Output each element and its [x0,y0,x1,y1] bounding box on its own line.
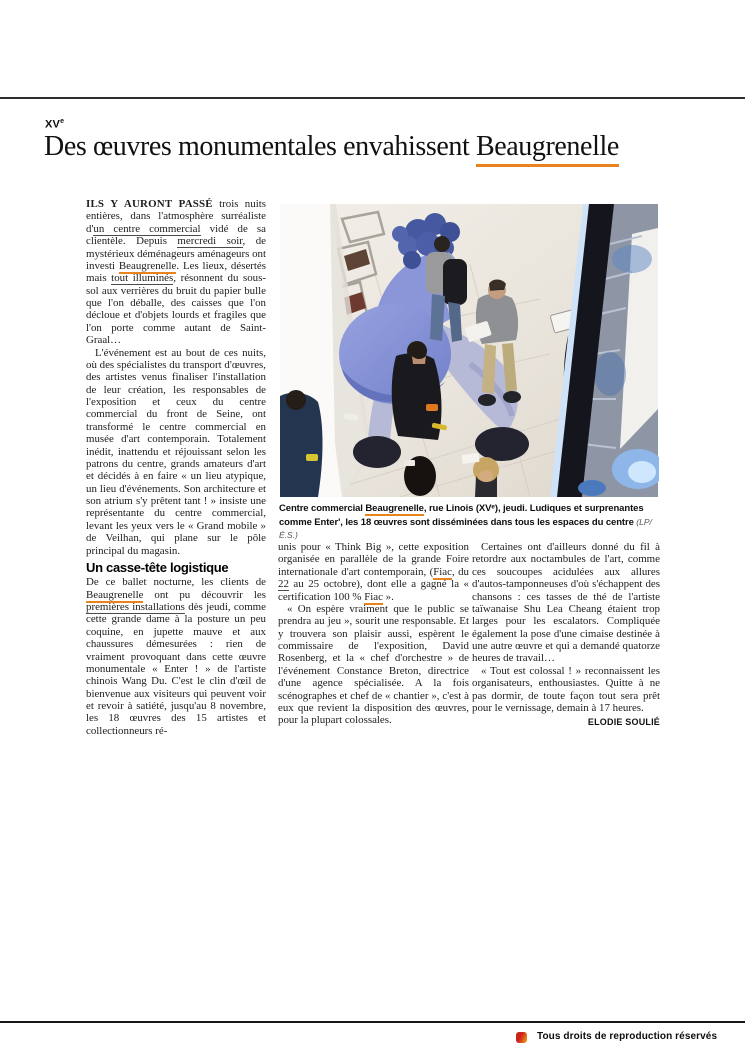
article-paragraph [472,665,660,715]
headline [44,131,734,163]
text-segment: mercredi soir [177,235,243,248]
section-subhead: Un casse-tête logistique [86,559,229,575]
author-byline: ELODIE SOULIÉ [587,717,660,728]
text-segment: , du [451,565,469,578]
article-paragraph [86,347,266,557]
article-paragraph [86,576,266,737]
text-segment: (LP/É.S.) [279,516,652,540]
kicker-sup: e [60,118,65,125]
article-column-2 [278,541,469,727]
top-rule [0,97,745,99]
article-paragraph [86,198,266,347]
text-segment: Beaugrenelle [86,588,144,601]
text-segment: au 25 octobre), dont elle a gagné la « certification 100 % [278,578,469,603]
sculpture-right-foot [475,427,529,461]
kicker-roman: XV [45,118,61,131]
article-column-1 [86,198,266,737]
text-segment: Beaugrenelle [118,259,177,272]
text-segment: dès jeudi, comme cette grande dame à la posture un peu coquine, en jupette mauve et aux chaussures démesurées : rien de vraiment provoquant dans cette œuvre monumentale « Enter ! » de l'artiste chinois Wang Du. C'est le clin d'œil de bienvenue aux visiteurs qui peuvent voir et revoir à satiété, jusqu'au 8 novembre, les 18 œuvres des 15 artistes et collectionneurs ré- [86,601,266,737]
district-kicker [45,118,64,131]
text-segment: 22 [278,578,289,591]
text-segment: ILS Y AURONT PASSÉ [86,198,213,210]
text-segment: Beaugrenelle [476,131,619,167]
text-segment: vidé de sa clientèle. Depuis [86,222,266,248]
text-segment: L'événement est au bout de ces nuits, où des spécialistes du transport d'œuvres, des artistes venus finaliser l'installation de leur création, les responsables de l'exposition et ceux du centre commercial du front de Seine, ont transformé le centre commercial en musée d'art contemporain. Totalement inédit, inattendu et réjouissant selon les patrons du centre, grands amateurs d'art et décidés à en faire « un lieu atypique, un lieu d'événements. Son architecture et son atrium s'y prêtent tant ! » insiste une représentante du centre commercial, levant les yeux vers le « Grand mobile » de Veilhan, qui plane sur le pôle principal du magasin. [86,346,266,557]
text-segment: Fiac [433,565,452,578]
bottom-rule [0,1021,745,1023]
publisher-logo-icon [516,1032,527,1043]
text-segment: « On espère vraiment que le public se prendra au jeu », sourit une responsable. Et y trouvera son plaisir aussi, espèrent le commissaire de l'exposition, David Rosenberg, et la « chef d'orchestre » de l'événement Constance Breton, directrice d'une agence spécialisée. A la fois scénographes et chef de « chantier », c'est à eux que revient la disposition des œuvres, pour la plupart colossales. [278,602,469,727]
text-segment: . Les lieux, désertés mais [86,259,266,285]
text-segment: , résonnent du sous-sol aux verrières du bruit du papier bulle que l'on déballe, des caisses que l'on décloue et d'objets lourds et fragiles que l'on porte comme autant de Saint-Graal… [86,272,266,347]
text-segment: De ce ballet nocturne, les clients de [86,576,266,589]
article-paragraph [472,541,660,665]
text-segment: un centre commercial [93,222,201,235]
text-segment: , rue Linois (XVᵉ), jeudi. Ludiques et surprenantes comme Enter', les 18 œuvres sont disséminées dans tous les espaces du centre [279,503,644,528]
blond-man-bottom [473,457,499,497]
text-segment: Certaines ont d'ailleurs donné du fil à retordre aux noctambules de l'art, comme ces soucoupes acidulées aux allures d'autos-tamponneuses d'où s'échappent des chansons : ces tasses de thé de l'artiste taïwanaise Shu Lea Cheang étaient trop larges pour les escalators. Compliquée également la pose d'une cimaise destinée à une autre œuvre et qui a demandé quatorze heures de travail… [472,541,660,665]
photo-block [279,204,659,543]
photo-caption [279,502,659,543]
text-segment: ont pu découvrir les [143,588,266,601]
text-segment: trois nuits entières, dans l'atmosphère surréaliste d' [86,198,266,235]
article-paragraph [278,603,469,727]
text-segment: unis pour « Think Big », cette exposition organisée en parallèle de la grande Foire internationale d'art contemporain, ( [278,541,469,578]
text-segment: , de mystérieux déménageurs aménageurs ont investi [86,235,266,272]
article-paragraph [278,541,469,603]
text-segment: tout illuminés [111,272,174,285]
text-segment: Fiac [364,590,383,603]
sculpture-left-foot [353,436,401,468]
article-column-3 [472,541,660,729]
rights-notice: Tous droits de reproduction réservés [537,1031,718,1042]
text-segment: « Tout est colossal ! » reconnaissent les organisateurs, enthousiastes. Quitte à ne pas dormir, de toute façon tout sera prêt pour le vernissage, demain à 17 heures. [472,664,660,714]
text-segment: ». [382,590,394,603]
article-photo [279,204,659,497]
person-bottom-left [280,390,323,497]
text-segment: Des œuvres monumentales envahissent [44,131,476,162]
text-segment: Centre commercial [279,503,366,514]
text-segment: Beaugrenelle [365,503,424,514]
text-segment: premières installations [86,601,185,613]
